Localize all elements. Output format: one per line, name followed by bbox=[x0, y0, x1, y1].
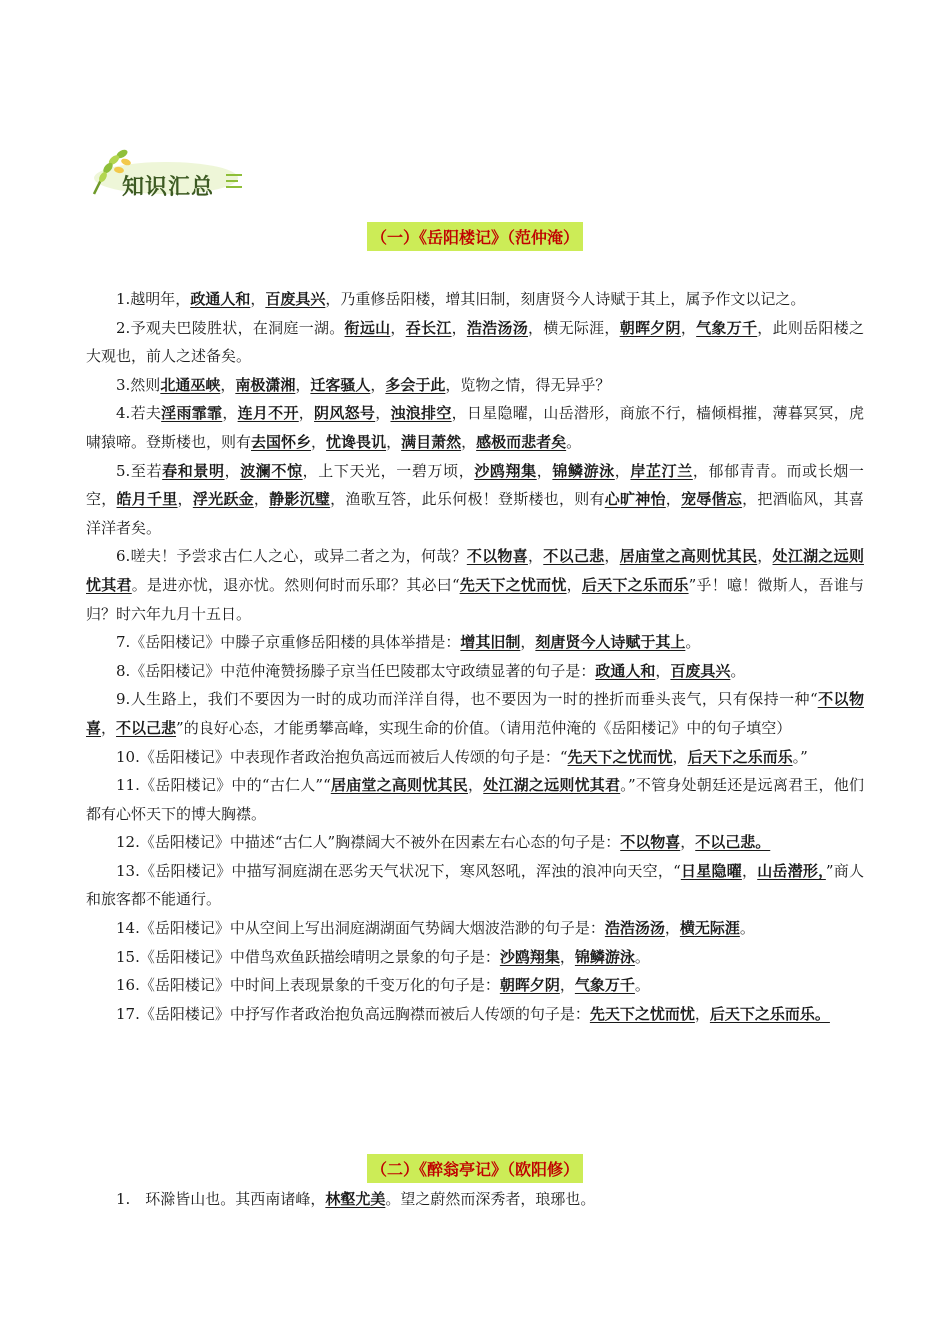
answer-text: 不以己悲 bbox=[116, 718, 177, 737]
item-text: ， bbox=[298, 404, 315, 423]
item-text: ， bbox=[527, 547, 544, 566]
list-item bbox=[86, 771, 864, 828]
list-item bbox=[86, 828, 864, 857]
list-item bbox=[86, 943, 864, 972]
badge-title: 知识汇总 bbox=[122, 175, 215, 200]
answer-text: 居庙堂之高则忧其民 bbox=[330, 776, 468, 795]
answer-text: 增其旧制 bbox=[460, 633, 521, 652]
answer-text: 皓月千里 bbox=[116, 490, 178, 509]
section-title-1: （一）《岳阳楼记》（范仲淹） bbox=[0, 222, 950, 251]
answer-text: 百废具兴 bbox=[670, 661, 731, 680]
item-text: ， bbox=[672, 747, 688, 766]
item-text: ， bbox=[694, 1004, 710, 1023]
answer-text: 忧谗畏讥 bbox=[326, 432, 387, 451]
item-text: ，郁郁青青。而或长烟一空， bbox=[86, 461, 864, 509]
answer-text: 处江湖之远则忧其君 bbox=[86, 547, 864, 594]
item-text: 10.《岳阳楼记》中表现作者政治抱负高远而被后人传颂的句子是：“ bbox=[116, 747, 568, 766]
item-text: ， bbox=[451, 318, 467, 337]
answer-text: 先天下之忧而忧 bbox=[567, 747, 673, 766]
item-text: ， bbox=[566, 575, 582, 594]
item-text: 5.至若 bbox=[116, 461, 163, 480]
item-text: ， bbox=[655, 661, 671, 680]
item-text: 1.越明年， bbox=[116, 290, 191, 308]
answer-text: 多会于此 bbox=[385, 375, 446, 394]
item-text: 。望之蔚然而深秀者，琅琊也。 bbox=[385, 1190, 596, 1208]
item-text: ，横无际涯， bbox=[528, 318, 620, 337]
item-text: 。是进亦忧，退亦忧。然则何时而乐耶？其必曰“ bbox=[131, 575, 460, 594]
answer-text: 衔远山 bbox=[344, 318, 391, 337]
item-text: 6.嗟夫！予尝求古仁人之心，或异二者之为，何哉？ bbox=[116, 547, 467, 566]
item-text: 8.《岳阳楼记》中范仲淹赞扬滕子京当任巴陵郡太守政绩显著的句子是： bbox=[116, 661, 596, 680]
answer-text: 山岳潜形， bbox=[757, 861, 826, 880]
answer-text: 南极潇湘 bbox=[235, 375, 296, 394]
section-title-2: （二）《醉翁亭记》（欧阳修） bbox=[0, 1154, 950, 1183]
answer-text: 不以物喜 bbox=[86, 690, 864, 737]
item-text: 11.《岳阳楼记》中的“古仁人”“ bbox=[116, 776, 331, 795]
item-text: ，日星隐曜，山岳潜形，商旅不行，樯倾楫摧，薄暮冥冥，虎啸猿啼。登斯楼也，则有 bbox=[86, 404, 864, 451]
badge-decoration bbox=[226, 174, 242, 192]
item-text: ， bbox=[468, 776, 484, 795]
item-text: 4.若夫 bbox=[116, 404, 162, 423]
list-item bbox=[86, 1185, 864, 1214]
answer-text: 后天下之乐而乐。 bbox=[709, 1004, 830, 1023]
item-text: 。” bbox=[792, 747, 808, 766]
answer-text: 后天下之乐而乐 bbox=[581, 575, 689, 594]
answer-text: 迁客骚人 bbox=[310, 375, 371, 394]
item-text: ， bbox=[665, 490, 682, 509]
list-item bbox=[86, 743, 864, 772]
answer-text: 连月不开 bbox=[237, 404, 299, 423]
answer-text: 浩浩汤汤 bbox=[604, 919, 665, 938]
item-text: ，上下天光，一碧万顷， bbox=[302, 461, 475, 480]
item-text: ”乎！噫！微斯人，吾谁与归？时六年九月十五日。 bbox=[86, 575, 864, 623]
answer-text: 宠辱偕忘 bbox=[681, 490, 743, 509]
item-text: ， bbox=[220, 375, 236, 394]
item-text: 13.《岳阳楼记》中描写洞庭湖在恶劣天气状况下，寒风怒吼，浑浊的浪冲向天空，“ bbox=[116, 861, 681, 880]
item-text: ， bbox=[250, 290, 266, 308]
item-text: ， bbox=[664, 919, 680, 938]
item-text: 2.予观夫巴陵胜状，在洞庭一湖。 bbox=[116, 318, 345, 337]
item-text: 9.人生路上，我们不要因为一时的成功而洋洋自得，也不要因为一时的挫折而垂头丧气，只有保持一种“ bbox=[116, 690, 818, 709]
item-text: ， bbox=[295, 375, 311, 394]
item-text: 。 bbox=[739, 919, 755, 938]
item-text: ， bbox=[680, 318, 697, 337]
item-text: ， bbox=[559, 976, 575, 995]
answer-text: 不以物喜 bbox=[620, 833, 681, 852]
item-text: ， bbox=[757, 547, 773, 566]
item-text: ，乃重修岳阳楼，增其旧制，刻唐贤今人诗赋于其上，属予作文以记之。 bbox=[325, 290, 806, 308]
answer-text: 感极而悲者矣 bbox=[476, 432, 567, 451]
item-text: 。 bbox=[634, 976, 650, 995]
answer-text: 岸芷汀兰 bbox=[630, 461, 693, 480]
answer-text: 春和景明 bbox=[162, 461, 225, 480]
item-text: ， bbox=[559, 947, 575, 966]
answer-text: 横无际涯 bbox=[679, 919, 740, 938]
answer-text: 满目萧然 bbox=[401, 432, 462, 451]
answer-text: 阴风怒号 bbox=[314, 404, 376, 423]
list-item bbox=[86, 971, 864, 1000]
answer-text: 先天下之忧而忧 bbox=[589, 1004, 695, 1023]
list-item bbox=[86, 371, 864, 400]
answer-text: 不以物喜 bbox=[466, 547, 528, 566]
item-text: ， bbox=[741, 861, 758, 880]
item-text: ， bbox=[520, 633, 536, 652]
item-text: ， bbox=[604, 547, 620, 566]
item-text: ，此则岳阳楼之大观也，前人之述备矣。 bbox=[86, 318, 864, 366]
answer-text: 浮光跃金 bbox=[192, 490, 254, 509]
answer-text: 朝晖夕阴 bbox=[499, 976, 560, 995]
item-text: 17.《岳阳楼记》中抒写作者政治抱负高远胸襟而被后人传颂的句子是： bbox=[116, 1004, 590, 1023]
item-text: ， bbox=[386, 432, 402, 451]
list-item bbox=[86, 542, 864, 628]
item-text: 。 bbox=[685, 633, 701, 652]
answer-text: 沙鸥翔集 bbox=[499, 947, 560, 966]
answer-text: 政通人和 bbox=[190, 290, 251, 308]
item-text: ”的良好心态，才能勇攀高峰，实现生命的价值。（请用范仲淹的《岳阳楼记》中的句子填空） bbox=[176, 718, 792, 737]
item-text: 3.然则 bbox=[116, 375, 161, 394]
item-text: 16.《岳阳楼记》中时间上表现景象的千变万化的句子是： bbox=[116, 976, 500, 995]
answer-text: 处江湖之远则忧其君 bbox=[483, 776, 621, 795]
answer-text: 锦鳞游泳 bbox=[552, 461, 615, 480]
answer-text: 先天下之忧而忧 bbox=[459, 575, 567, 594]
answer-text: 北通巫峡 bbox=[160, 375, 221, 394]
section-1-content bbox=[86, 285, 864, 1028]
list-item bbox=[86, 685, 864, 742]
item-text: ， bbox=[224, 461, 241, 480]
answer-text: 朝晖夕阴 bbox=[619, 318, 681, 337]
answer-text: 政通人和 bbox=[595, 661, 656, 680]
item-text: ， bbox=[101, 718, 117, 737]
item-text: ， bbox=[680, 833, 696, 852]
answer-text: 淫雨霏霏 bbox=[161, 404, 223, 423]
item-text: ，渔歌互答，此乐何极！登斯楼也，则有 bbox=[330, 490, 605, 509]
list-item bbox=[86, 857, 864, 914]
item-text: 12.《岳阳楼记》中描述“古仁人”胸襟阔大不被外在因素左右心态的句子是： bbox=[116, 833, 621, 852]
answer-text: 锦鳞游泳 bbox=[574, 947, 635, 966]
list-item bbox=[86, 399, 864, 456]
answer-text: 日星隐曜 bbox=[680, 861, 742, 880]
answer-text: 气象万千 bbox=[574, 976, 635, 995]
answer-text: 心旷神怡 bbox=[604, 490, 666, 509]
list-item bbox=[86, 457, 864, 543]
item-text: ， bbox=[253, 490, 270, 509]
list-item bbox=[86, 628, 864, 657]
answer-text: 吞长江 bbox=[405, 318, 452, 337]
item-text: ， bbox=[536, 461, 553, 480]
item-text: 14.《岳阳楼记》中从空间上写出洞庭湖湖面气势阔大烟波浩渺的句子是： bbox=[116, 919, 605, 938]
answer-text: 林壑尤美 bbox=[325, 1190, 386, 1208]
item-text: ， bbox=[614, 461, 631, 480]
answer-text: 气象万千 bbox=[696, 318, 758, 337]
list-item bbox=[86, 657, 864, 686]
item-text: 。”不管身处朝廷还是远离君王，他们都有心怀天下的博大胸襟。 bbox=[86, 776, 864, 823]
list-item bbox=[86, 1000, 864, 1029]
list-item bbox=[86, 314, 864, 371]
item-text: ”商人和旅客都不能通行。 bbox=[86, 861, 864, 909]
answer-text: 沙鸥翔集 bbox=[474, 461, 537, 480]
answer-text: 不以己悲。 bbox=[695, 833, 771, 852]
item-text: ， bbox=[370, 375, 386, 394]
item-text: ， bbox=[390, 318, 406, 337]
answer-text: 后天下之乐而乐 bbox=[687, 747, 793, 766]
answer-text: 不以己悲 bbox=[543, 547, 605, 566]
item-text: 。 bbox=[634, 947, 650, 966]
list-item bbox=[86, 914, 864, 943]
item-text: ，览物之情，得无异乎？ bbox=[445, 375, 611, 394]
answer-text: 百废具兴 bbox=[265, 290, 326, 308]
item-text: 7.《岳阳楼记》中滕子京重修岳阳楼的具体举措是： bbox=[116, 633, 461, 652]
item-text: ， bbox=[311, 432, 327, 451]
answer-text: 居庙堂之高则忧其民 bbox=[619, 547, 758, 566]
answer-text: 浩浩汤汤 bbox=[466, 318, 528, 337]
item-text: ， bbox=[375, 404, 391, 423]
section-2-content bbox=[86, 1185, 864, 1214]
item-text: ， bbox=[177, 490, 193, 509]
answer-text: 浊浪排空 bbox=[390, 404, 452, 423]
item-text: ， bbox=[222, 404, 238, 423]
item-text: 15.《岳阳楼记》中借鸟欢鱼跃描绘晴明之景象的句子是： bbox=[116, 947, 500, 966]
answer-text: 波澜不惊 bbox=[240, 461, 303, 480]
item-text: 1. 环滁皆山也。其西南诸峰， bbox=[116, 1190, 326, 1208]
answer-text: 刻唐贤今人诗赋于其上 bbox=[535, 633, 686, 652]
item-text: ， bbox=[461, 432, 477, 451]
list-item bbox=[86, 285, 864, 314]
item-text: 。 bbox=[730, 661, 746, 680]
item-text: 。 bbox=[566, 432, 582, 451]
item-text: ，把酒临风，其喜洋洋者矣。 bbox=[86, 490, 864, 537]
answer-text: 去国怀乡 bbox=[251, 432, 312, 451]
answer-text: 静影沉璧 bbox=[269, 490, 331, 509]
